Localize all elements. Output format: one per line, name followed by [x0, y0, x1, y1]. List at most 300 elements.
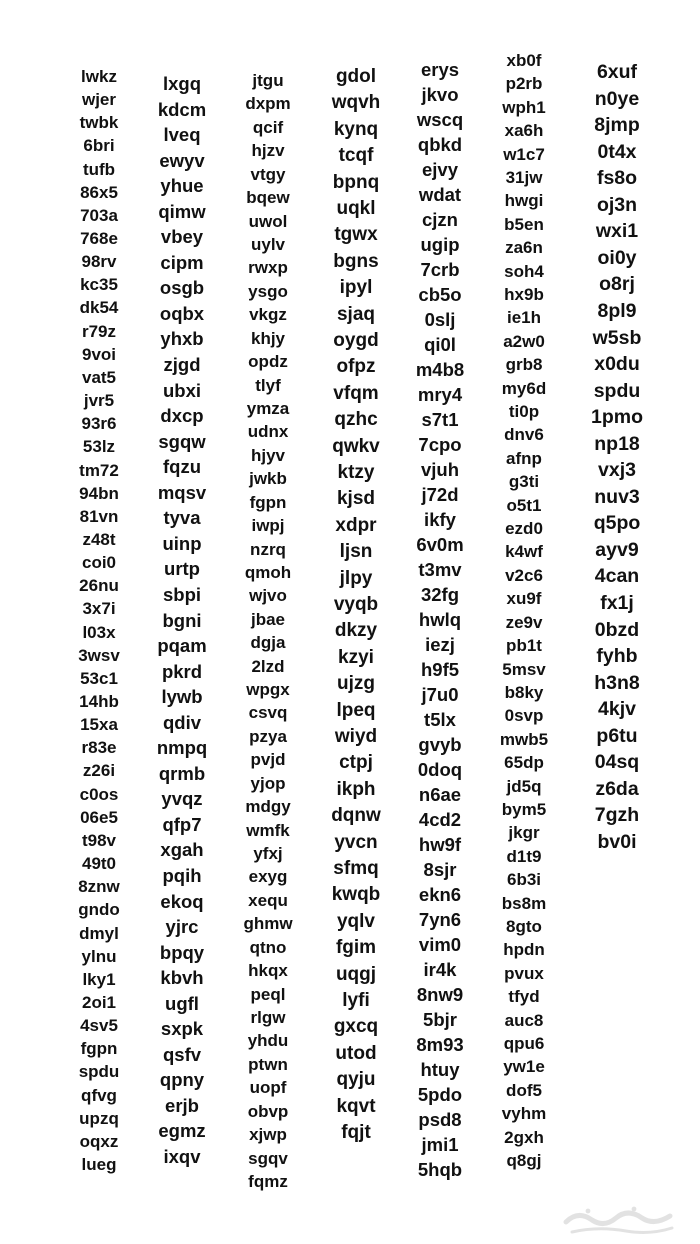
word-item: a2w0: [503, 331, 545, 351]
word-item: 8m93: [416, 1034, 464, 1055]
word-item: 06e5: [80, 807, 118, 827]
word-item: xb0f: [506, 51, 542, 70]
word-item: fyhb: [596, 645, 638, 668]
word-item: utod: [335, 1042, 377, 1064]
word-item: ejvy: [421, 159, 459, 180]
word-item: lxgq: [162, 73, 202, 94]
word-item: 4cd2: [418, 809, 462, 830]
word-item: ctpj: [339, 752, 373, 774]
word-item: n0ye: [594, 87, 640, 110]
word-item: tgwx: [334, 224, 378, 246]
word-item: dkzy: [334, 620, 378, 642]
word-item: d1t9: [506, 846, 542, 866]
word-item: csvq: [248, 703, 288, 723]
word-item: qdiv: [162, 711, 202, 733]
word-item: egmz: [158, 1120, 206, 1142]
word-item: b5en: [504, 214, 544, 234]
word-item: sfmq: [333, 858, 379, 879]
word-item: kqvt: [336, 1095, 376, 1117]
word-item: jmi1: [421, 1134, 459, 1155]
word-item: 15xa: [80, 715, 118, 735]
word-item: 9voi: [81, 344, 117, 364]
word-item: t98v: [81, 830, 117, 850]
word-item: qwkv: [332, 435, 380, 457]
word-item: nuv3: [594, 485, 640, 508]
word-item: n6ae: [418, 784, 462, 805]
word-item: pb1t: [506, 636, 542, 656]
word-item: qmoh: [244, 562, 292, 582]
word-item: bpqy: [159, 941, 205, 963]
word-item: lveq: [163, 124, 201, 146]
word-item: 65dp: [504, 753, 544, 773]
word-item: lky1: [82, 969, 116, 989]
word-item: uylv: [250, 234, 286, 254]
word-item: 8jmp: [594, 114, 640, 137]
word-item: hkqx: [248, 961, 288, 981]
word-item: opdz: [248, 352, 288, 372]
word-item: ipyl: [339, 277, 373, 299]
word-item: osgb: [159, 277, 205, 299]
word-item: tm72: [79, 460, 119, 480]
word-item: ofpz: [336, 356, 376, 378]
word-item: 6v0m: [416, 534, 464, 555]
word-item: pvux: [504, 963, 544, 983]
word-item: ysgo: [248, 281, 288, 301]
word-item: hjyv: [250, 445, 286, 465]
word-item: 4sv5: [80, 1016, 118, 1036]
word-item: lwkz: [81, 67, 117, 86]
word-item: kzyi: [338, 646, 374, 668]
word-item: p2rb: [505, 74, 543, 94]
word-item: 1pmo: [590, 406, 644, 429]
word-item: 0doq: [417, 759, 463, 780]
word-item: soh4: [504, 261, 544, 281]
word-item: m4b8: [415, 359, 465, 380]
word-item: spdu: [78, 1062, 120, 1082]
word-item: hx9b: [504, 285, 544, 305]
word-item: ikfy: [424, 509, 456, 530]
word-item: kbvh: [160, 967, 204, 989]
word-item: t5lx: [424, 709, 456, 730]
word-item: q8gj: [506, 1151, 542, 1170]
word-item: 26nu: [79, 576, 119, 596]
word-item: ezd0: [505, 519, 543, 539]
word-item: 32fg: [420, 584, 460, 605]
word-item: g3ti: [508, 472, 540, 492]
word-item: l03x: [82, 622, 116, 642]
word-item: 49t0: [81, 854, 117, 874]
word-item: vkgz: [249, 305, 287, 325]
word-item: w5sb: [592, 326, 642, 349]
word-item: qzhc: [334, 409, 378, 431]
word-item: mqsv: [157, 481, 207, 503]
word-item: wjer: [81, 90, 117, 110]
word-item: ekoq: [160, 890, 204, 912]
word-item: dmyl: [79, 923, 119, 943]
word-item: o5t1: [506, 495, 542, 515]
word-item: fgpn: [249, 492, 287, 512]
word-item: ir4k: [423, 959, 457, 980]
word-item: lywb: [161, 686, 203, 708]
word-item: afnp: [506, 448, 542, 468]
word-item: tlyf: [255, 375, 281, 395]
word-item: qbkd: [417, 134, 463, 155]
word-item: erys: [420, 59, 460, 80]
word-item: 98rv: [81, 252, 117, 272]
word-item: wmfk: [246, 820, 290, 840]
word-item: vim0: [418, 934, 462, 955]
word-item: 2lzd: [251, 656, 285, 676]
word-item: q5po: [593, 512, 641, 535]
word-item: xa6h: [504, 121, 544, 141]
word-item: lpeq: [336, 699, 376, 721]
word-item: bgni: [162, 609, 202, 631]
word-item: 768e: [80, 229, 118, 249]
word-item: coi0: [81, 553, 117, 573]
word-item: ikph: [336, 778, 376, 800]
word-item: wjvo: [249, 586, 287, 606]
word-item: ayv9: [595, 538, 639, 561]
word-item: zjgd: [163, 354, 201, 376]
word-item: bgns: [333, 250, 379, 272]
word-item: hwgi: [504, 191, 544, 211]
word-item: 93r6: [81, 414, 117, 434]
word-item: b8ky: [504, 682, 544, 702]
word-item: ekn6: [418, 884, 462, 905]
word-item: fx1j: [600, 592, 634, 615]
word-item: psd8: [418, 1109, 462, 1130]
word-item: za6n: [505, 238, 543, 258]
word-item: fgpn: [80, 1039, 118, 1059]
word-item: 5pdo: [417, 1084, 463, 1105]
word-item: 8nw9: [416, 984, 464, 1005]
word-item: 0svp: [504, 706, 544, 726]
word-item: ghmw: [243, 914, 293, 934]
word-item: 86x5: [80, 182, 118, 202]
word-item: qimw: [158, 200, 206, 222]
word-item: hwlq: [418, 609, 462, 630]
word-item: pzya: [249, 726, 287, 746]
word-item: kwqb: [331, 884, 381, 906]
word-item: jbae: [250, 609, 286, 629]
word-item: 0slj: [424, 309, 456, 330]
word-item: lueg: [81, 1155, 117, 1174]
word-item: khjy: [250, 328, 286, 348]
word-item: dqnw: [331, 805, 381, 827]
word-item: wqvh: [331, 92, 381, 114]
word-item: 0t4x: [597, 140, 637, 163]
word-item: fqjt: [341, 1122, 371, 1143]
word-item: kjsd: [336, 488, 376, 510]
word-item: jkvo: [421, 84, 459, 105]
word-item: fqzu: [162, 456, 202, 478]
word-item: 14hb: [79, 692, 119, 712]
word-item: bpnq: [332, 171, 380, 193]
word-item: z26i: [82, 761, 116, 781]
word-item: obvp: [247, 1101, 289, 1121]
word-item: jtgu: [252, 71, 284, 90]
word-item: upzq: [79, 1108, 119, 1128]
word-item: ljsn: [339, 541, 373, 563]
word-item: hw9f: [418, 834, 462, 855]
word-item: my6d: [501, 378, 547, 398]
word-item: hpdn: [503, 940, 545, 960]
word-item: o8rj: [599, 273, 635, 296]
word-item: h3n8: [594, 671, 640, 694]
word-item: tfyd: [508, 987, 540, 1007]
word-item: yw1e: [503, 1057, 545, 1077]
word-item: t3mv: [418, 559, 462, 580]
word-item: bv0i: [597, 831, 637, 853]
word-item: cb5o: [418, 284, 462, 305]
word-item: yvqz: [161, 788, 203, 810]
word-item: r83e: [81, 738, 117, 758]
word-item: qpny: [159, 1069, 205, 1091]
word-item: 7cpo: [418, 434, 462, 455]
word-item: qtno: [249, 937, 287, 957]
word-item: wscq: [416, 109, 464, 130]
word-item: qcif: [252, 117, 284, 137]
word-item: 8pl9: [597, 299, 637, 322]
word-item: fqmz: [248, 1172, 288, 1191]
word-item: uwol: [248, 211, 288, 231]
word-item: 5msv: [502, 659, 546, 679]
word-item: kdcm: [157, 98, 207, 120]
word-item: yqlv: [336, 910, 376, 932]
word-item: vbey: [160, 226, 204, 248]
word-item: sgqv: [248, 1148, 288, 1168]
word-item: j72d: [421, 484, 459, 505]
word-item: uqgj: [335, 963, 377, 985]
word-item: r79z: [81, 321, 117, 341]
word-item: tufb: [82, 159, 116, 179]
word-item: v2c6: [505, 565, 543, 585]
word-item: 6xuf: [596, 61, 638, 83]
word-item: oi0y: [597, 246, 637, 269]
word-item: grb8: [505, 355, 543, 375]
word-item: oqxz: [79, 1131, 119, 1151]
word-item: ylnu: [81, 946, 117, 966]
word-item: 3x7i: [82, 599, 116, 619]
word-item: peql: [250, 984, 286, 1004]
word-item: wdat: [418, 184, 462, 205]
word-item: sjaq: [336, 303, 376, 325]
word-item: xequ: [248, 890, 288, 910]
word-item: 7crb: [420, 259, 460, 280]
word-item: fs8o: [596, 167, 638, 190]
word-item: ugip: [420, 234, 460, 255]
word-item: ugfl: [165, 992, 199, 1014]
word-item: cipm: [160, 251, 204, 273]
word-item: dxcp: [160, 405, 204, 427]
word-item: dnv6: [504, 425, 544, 445]
word-item: 4can: [594, 565, 640, 588]
word-item: yhdu: [247, 1031, 289, 1051]
word-item: gdol: [335, 66, 377, 87]
word-item: ewyv: [159, 149, 205, 171]
word-item: pvjd: [250, 750, 286, 770]
word-item: 7gzh: [594, 804, 640, 827]
word-item: mwb5: [499, 729, 549, 749]
word-item: xu9f: [506, 589, 542, 609]
word-item: dof5: [506, 1080, 542, 1100]
word-item: 8sjr: [423, 859, 457, 880]
word-item: jd5q: [506, 776, 542, 796]
word-item: xgah: [160, 839, 204, 861]
word-item: fgim: [335, 937, 377, 959]
word-item: wiyd: [334, 726, 378, 747]
word-item: gxcq: [333, 1016, 379, 1038]
word-item: mdgy: [245, 797, 291, 817]
word-item: oqbx: [159, 302, 205, 324]
word-item: z6da: [595, 777, 639, 800]
word-item: yhxb: [160, 328, 204, 350]
word-item: yjrc: [165, 916, 199, 938]
word-item: yjop: [250, 773, 286, 793]
word-item: qfp7: [162, 813, 202, 835]
word-item: uopf: [249, 1078, 287, 1098]
word-item: vyhm: [501, 1104, 547, 1124]
word-item: bs8m: [501, 893, 547, 913]
word-item: 4kjv: [598, 698, 636, 721]
haraj-logo-icon: [558, 1204, 678, 1238]
word-item: dgja: [250, 633, 286, 653]
word-item: wph1: [502, 97, 546, 117]
word-item: ujzg: [337, 673, 375, 695]
word-item: iwpj: [251, 516, 285, 536]
word-item: 7yn6: [418, 909, 462, 930]
word-item: 8gto: [506, 916, 542, 936]
word-item: oj3n: [596, 193, 638, 216]
word-item: w1c7: [503, 144, 545, 164]
word-item: dk54: [79, 298, 119, 318]
word-item: mry4: [417, 384, 463, 405]
word-item: ti0p: [508, 402, 540, 422]
word-item: hjzv: [251, 141, 285, 161]
word-item: 31jw: [505, 168, 543, 188]
word-item: qyju: [336, 1069, 376, 1091]
word-item: cjzn: [422, 209, 458, 230]
word-item: 5hqb: [417, 1159, 463, 1180]
word-item: nmpq: [156, 737, 208, 759]
word-item: bym5: [501, 799, 547, 819]
word-item: ptwn: [248, 1054, 288, 1074]
word-item: wpgx: [246, 680, 290, 700]
word-item: c0os: [79, 784, 119, 804]
word-item: gndo: [78, 900, 120, 920]
word-item: h9f5: [420, 659, 460, 680]
word-item: 703a: [80, 205, 118, 225]
word-item: 3wsv: [78, 645, 120, 665]
word-item: yfxj: [253, 844, 283, 864]
word-item: xdpr: [335, 514, 377, 536]
word-item: ktzy: [337, 462, 375, 483]
word-item: kynq: [333, 118, 379, 140]
word-item: 2oi1: [81, 992, 117, 1012]
word-item: vyqb: [333, 594, 379, 615]
word-item: s7t1: [421, 409, 459, 430]
word-item: twbk: [79, 113, 119, 133]
word-item: vxj3: [598, 459, 636, 482]
word-item: uinp: [162, 532, 202, 554]
word-item: 5bjr: [423, 1009, 457, 1030]
word-item: pkrd: [161, 660, 203, 682]
word-item: oygd: [333, 330, 379, 351]
word-item: sxpk: [160, 1018, 204, 1040]
word-item: sgqw: [158, 430, 206, 452]
word-item: j7u0: [421, 684, 459, 705]
word-item: lyfi: [342, 990, 370, 1011]
word-item: sbpi: [162, 583, 202, 605]
word-item: qfvg: [81, 1085, 117, 1105]
word-item: erjb: [165, 1094, 199, 1116]
word-item: tyva: [163, 507, 201, 529]
word-item: 94bn: [79, 483, 119, 503]
word-item: k4wf: [505, 542, 543, 562]
word-item: yvcn: [334, 831, 378, 853]
word-item: ze9v: [505, 612, 543, 632]
word-item: pqam: [157, 635, 207, 657]
word-item: ixqv: [163, 1146, 201, 1167]
word-item: vjuh: [420, 459, 460, 480]
word-item: 53lz: [82, 437, 116, 457]
word-item: 6b3i: [506, 870, 542, 890]
word-item: pqih: [162, 864, 202, 886]
word-item: qrmb: [158, 762, 206, 784]
word-item: ymza: [246, 398, 290, 418]
word-item: auc8: [504, 1010, 544, 1030]
word-item: jwkb: [249, 469, 287, 489]
word-item: ie1h: [506, 308, 542, 328]
word-item: urtp: [164, 558, 200, 580]
word-item: rwxp: [248, 258, 288, 278]
word-item: yhue: [160, 175, 204, 197]
word-item: tcqf: [338, 145, 374, 167]
word-item: kc35: [80, 275, 118, 295]
word-item: jkgr: [508, 823, 540, 843]
word-item: vfqm: [333, 382, 379, 404]
word-item: rlgw: [250, 1008, 286, 1028]
word-item: spdu: [593, 379, 641, 402]
word-item: jvr5: [83, 391, 115, 411]
word-item: qi0l: [424, 334, 456, 355]
word-item: qsfv: [162, 1043, 202, 1065]
word-item: uqkl: [336, 198, 376, 219]
word-item: udnx: [247, 422, 289, 442]
word-item: bqew: [246, 188, 290, 208]
word-item: vat5: [81, 367, 117, 387]
word-item: iezj: [425, 634, 455, 655]
word-item: 53c1: [80, 668, 118, 688]
word-item: 0bzd: [594, 618, 640, 641]
word-item: dxpm: [245, 94, 291, 114]
word-item: jlpy: [339, 567, 373, 589]
word-item: 8znw: [78, 877, 120, 897]
word-item: 6bri: [83, 136, 115, 156]
word-item: exyg: [248, 867, 288, 887]
word-item: vtgy: [250, 164, 286, 184]
word-item: xjwp: [249, 1125, 287, 1145]
word-item: 04sq: [594, 751, 640, 774]
word-item: 2gxh: [504, 1127, 544, 1147]
word-item: wxi1: [595, 220, 639, 243]
word-item: qpu6: [503, 1033, 545, 1053]
word-item: 81vn: [79, 506, 119, 526]
word-item: gvyb: [418, 734, 462, 755]
word-item: nzrq: [250, 539, 286, 559]
word-item: htuy: [420, 1059, 460, 1080]
word-item: ubxi: [162, 379, 202, 401]
